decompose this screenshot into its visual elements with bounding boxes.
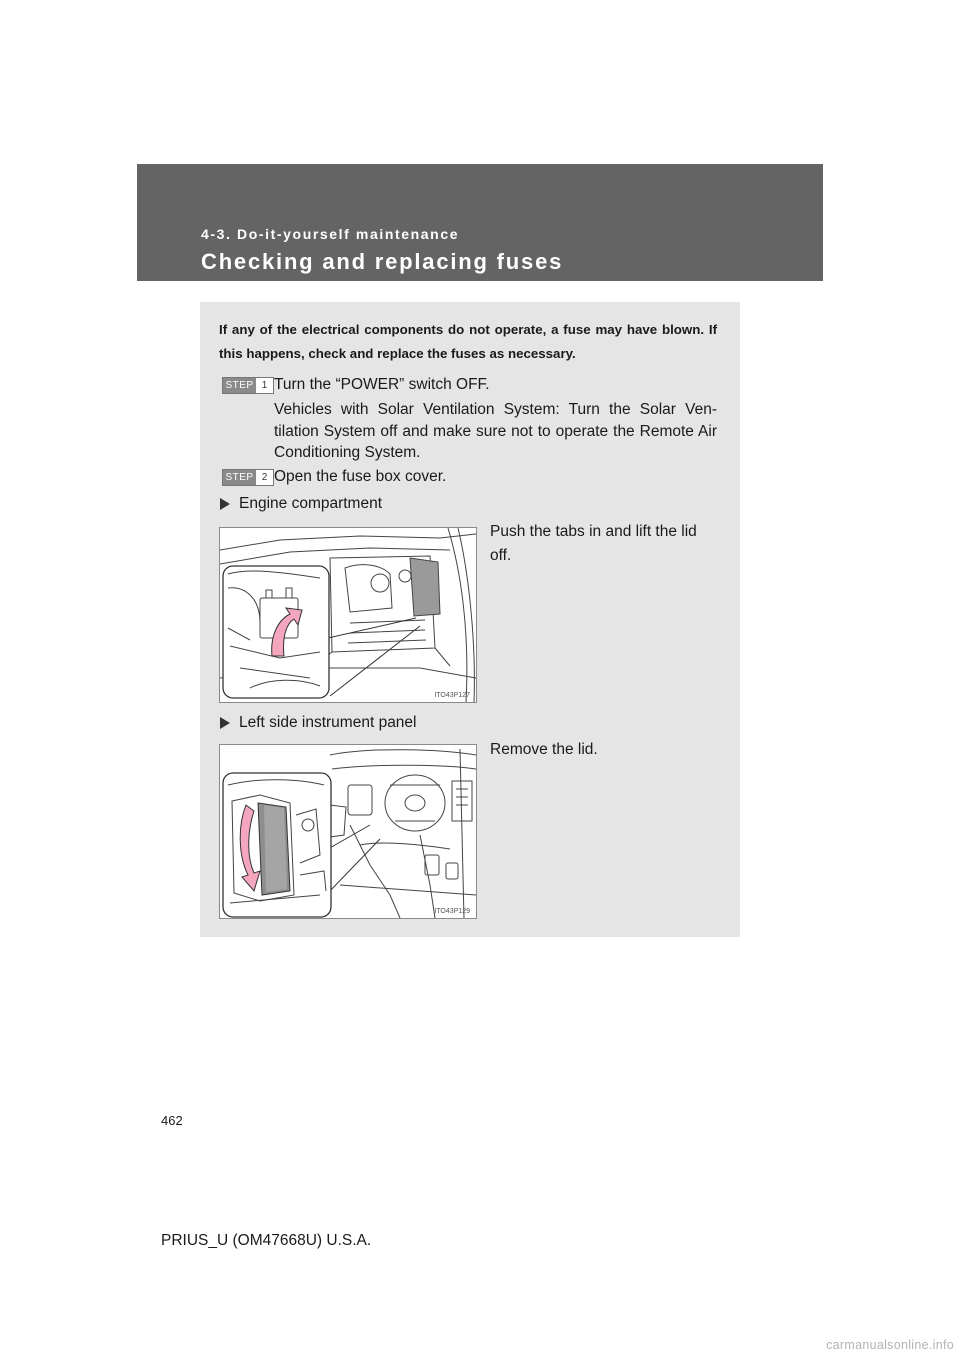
header-band bbox=[137, 164, 823, 281]
engine-bay-drawing bbox=[220, 528, 476, 702]
figure-code: ITO43P129 bbox=[434, 908, 470, 915]
location-caption-instrument-panel: Remove the lid. bbox=[490, 741, 598, 758]
step-badge-word: STEP bbox=[223, 378, 256, 393]
watermark: carmanualsonline.info bbox=[826, 1338, 954, 1352]
section-label: 4-3. Do-it-yourself maintenance bbox=[201, 226, 460, 242]
location-caption-engine: Push the tabs in and lift the lid off. bbox=[490, 523, 697, 564]
triangle-bullet-icon bbox=[220, 717, 230, 729]
location-heading-text: Engine compartment bbox=[239, 495, 383, 512]
step-badge-number: 2 bbox=[261, 472, 268, 483]
figure-code: ITO43P127 bbox=[434, 692, 470, 699]
step-2-badge bbox=[222, 469, 274, 486]
step-1-subtext: Vehicles with Solar Ventilation System: Turn the Solar Ven-tilation System off and make sure not to operate the Remote Air Conditioning System. bbox=[274, 401, 717, 461]
step-badge-word: STEP bbox=[223, 470, 256, 485]
content-box bbox=[200, 302, 740, 937]
intro-text: If any of the electrical components do not operate, a fuse may have blown. If this happens, check and replace the fuses as necessary. bbox=[219, 322, 717, 361]
location-heading-text: Left side instrument panel bbox=[239, 714, 417, 731]
page-title: Checking and replacing fuses bbox=[201, 249, 564, 274]
instrument-panel-illustration bbox=[219, 744, 477, 919]
step-1-text: Turn the “POWER” switch OFF. bbox=[274, 376, 490, 393]
step-badge-number: 1 bbox=[261, 380, 268, 391]
page-number: 462 bbox=[161, 1113, 183, 1128]
location-heading-engine bbox=[220, 493, 382, 514]
document-id: PRIUS_U (OM47668U) U.S.A. bbox=[161, 1232, 372, 1249]
engine-compartment-illustration bbox=[219, 527, 477, 703]
step-1-badge bbox=[222, 377, 274, 394]
step-2-text: Open the fuse box cover. bbox=[274, 468, 447, 485]
instrument-panel-drawing bbox=[220, 745, 476, 918]
triangle-bullet-icon bbox=[220, 498, 230, 510]
location-heading-instrument-panel bbox=[220, 712, 417, 733]
